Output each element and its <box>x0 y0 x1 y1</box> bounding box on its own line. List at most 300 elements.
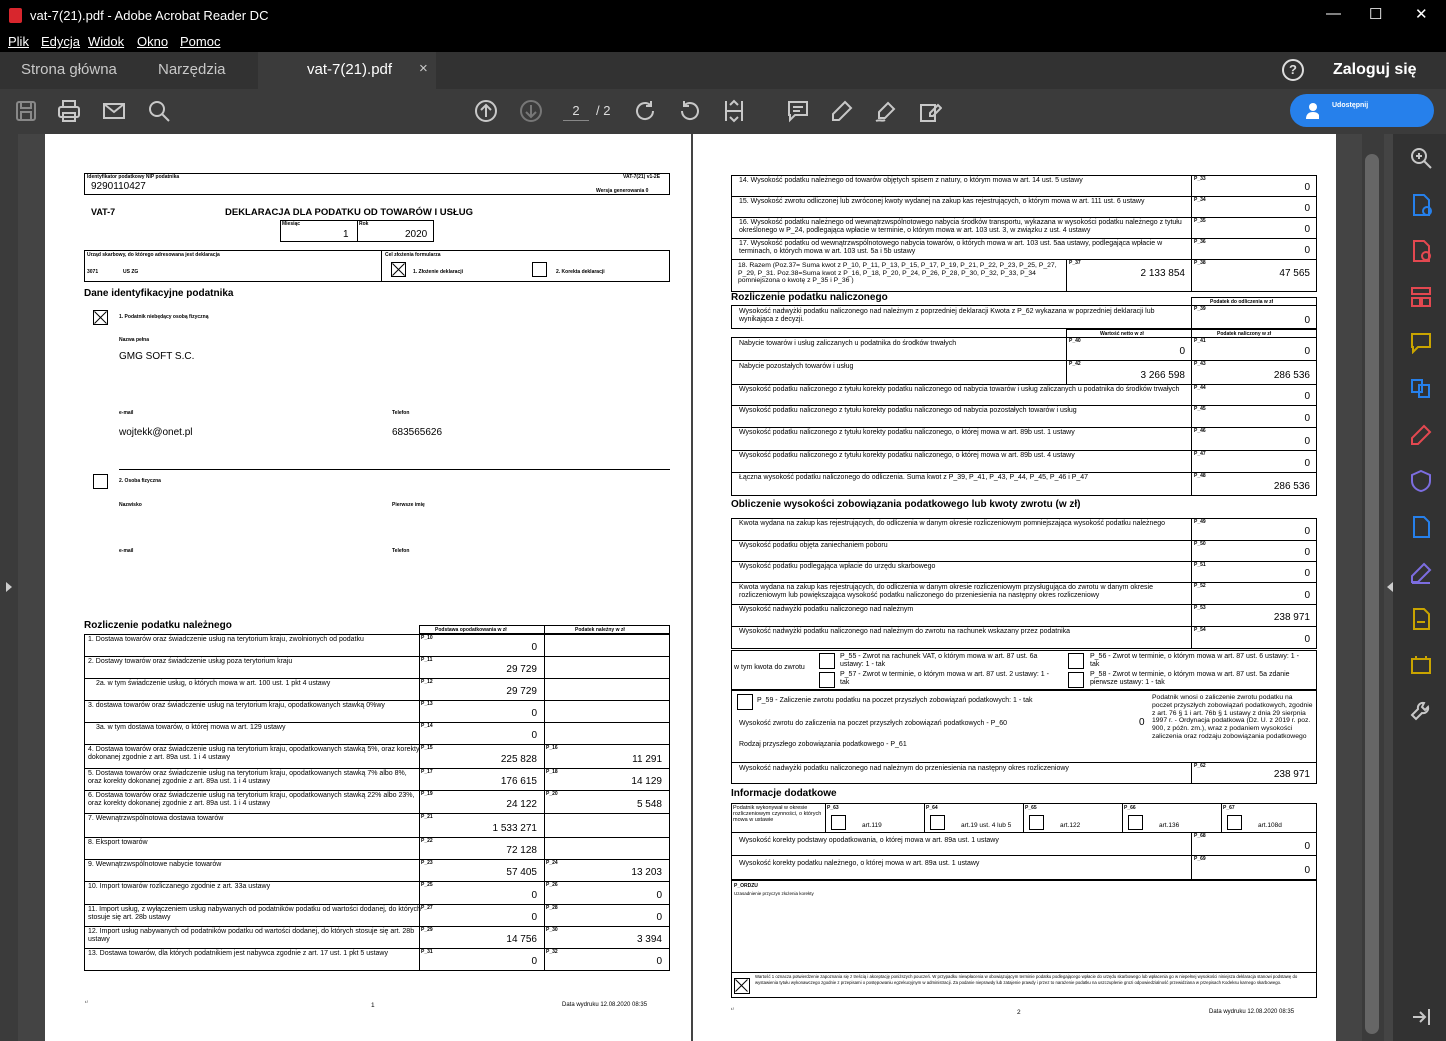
row-text: Wysokość podatku naliczonego z tytułu korekty podatku naliczonego, o której mowa w art. 89b ust. 1 ustawy <box>739 429 1075 436</box>
p60-label: Wysokość zwrotu do zaliczenia na poczet przyszłych zobowiązań podatkowych - P_60 <box>739 720 1008 727</box>
page-number: 2 <box>1017 1009 1021 1016</box>
divider <box>544 926 545 949</box>
vertical-scrollbar[interactable] <box>1362 134 1384 1041</box>
field-value: 0 <box>531 890 537 901</box>
field-code: P_14 <box>421 723 433 729</box>
field-value: 13 203 <box>631 867 662 878</box>
title-bar <box>0 0 1446 31</box>
row-text: 2a. w tym świadczenie usług, o których mowa w art. 100 ust. 1 pkt 4 ustawy <box>96 680 331 687</box>
section-additional-info: Informacje dodatkowe <box>731 788 837 799</box>
row-text: 15. Wysokość zwrotu odliczonej lub zwróconej kwoty wydanej na zakup kas rejestrujących, o którym mowa w art. 111 ust. 6 ustawy <box>739 198 1145 205</box>
divider <box>924 803 925 833</box>
row-text: 1. Dostawa towarów oraz świadczenie usług na terytorium kraju, zwolnionych od podatku <box>88 636 364 643</box>
maximize-button[interactable]: ☐ <box>1369 6 1383 23</box>
highlight-pen-icon[interactable] <box>830 99 854 123</box>
send-for-signature-icon[interactable] <box>1410 608 1432 630</box>
divider <box>544 790 545 814</box>
rotate-counterclockwise-icon[interactable] <box>678 99 702 123</box>
row-text: 11. Import usług, z wyłączeniem usług nabywanych od podatników podatku od wartości dodanej, do których stosuje się art. 28b ustawy <box>88 906 421 921</box>
divider <box>1191 582 1192 605</box>
info-label-4: art.108d <box>1258 822 1282 829</box>
create-pdf-icon[interactable] <box>1410 194 1432 216</box>
left-panel-toggle[interactable] <box>0 134 18 1041</box>
email-label: e-mail <box>119 410 134 416</box>
p57-label: P_57 - Zwrot w terminie, o którym mowa w art. 87 ust. 2 ustawy: 1 - tak <box>840 671 1049 686</box>
field-code: P_42 <box>1069 361 1081 367</box>
fill-and-sign-icon[interactable] <box>1410 562 1432 584</box>
surname-label: Nazwisko <box>119 502 142 508</box>
tab-document-label: vat-7(21).pdf <box>307 61 393 78</box>
field-value: 286 536 <box>1273 481 1310 492</box>
info-label-2: art.122 <box>1060 822 1081 829</box>
section-output-tax: Rozliczenie podatku należnego <box>84 620 232 631</box>
field-value: 0 <box>656 890 662 901</box>
field-code: P_34 <box>1194 197 1206 203</box>
field-value: 0 <box>531 956 537 967</box>
row-text: 3a. w tym dostawa towarów, o której mowa w art. 129 ustawy <box>96 724 286 731</box>
row-text: 4. Dostawa towarów oraz świadczenie usług na terytorium kraju, opodatkowanych stawką 5%, oraz korekty dokonanej zgodnie z art. 89a ust. 1 i 4 ustawy <box>88 746 420 761</box>
field-code: P_27 <box>421 905 433 911</box>
divider <box>1191 450 1192 473</box>
purpose-submit-checkbox[interactable] <box>391 262 406 277</box>
field-value: 47 565 <box>1279 268 1310 279</box>
field-value: 0 <box>1304 526 1310 537</box>
field-code: P_68 <box>1194 833 1206 839</box>
divider <box>1221 803 1222 833</box>
field-code: P_21 <box>421 814 433 820</box>
field-value: 72 128 <box>506 845 537 856</box>
info-checkbox-0[interactable] <box>831 815 846 830</box>
divider <box>544 948 545 971</box>
row-text: Wysokość korekty podstawy opodatkowania, o której mowa w art. 89a ust. 1 ustawy <box>739 837 999 844</box>
column-net-label: Wartość netto w zł <box>1100 331 1144 337</box>
row-text: 7. Wewnątrzwspólnotowa dostawa towarów <box>88 815 224 822</box>
firstname-label: Pierwsze imię <box>392 502 425 508</box>
row-text: Wysokość nadwyżki podatku naliczonego nad należnym do przeniesienia na następny okres rozliczeniowy <box>739 765 1069 772</box>
add-user-icon <box>1306 102 1324 120</box>
field-value: 57 405 <box>506 867 537 878</box>
divider <box>544 656 545 679</box>
panel-toggle-arrow-icon[interactable] <box>1387 582 1393 592</box>
expand-arrow-icon[interactable] <box>6 582 12 592</box>
section-calculation: Obliczenie wysokości zobowiązania podatkowego lub kwoty zwrotu (w zł) <box>731 499 1081 510</box>
protect-icon[interactable] <box>1410 470 1432 492</box>
info-label: Podatnik wykonywał w okresie rozliczeniowym czynności, o których mowa w ustawie <box>733 805 822 823</box>
p57-checkbox[interactable] <box>819 672 835 688</box>
divider <box>544 744 545 769</box>
field-value: 0 <box>531 912 537 923</box>
phone-label: Telefon <box>392 410 410 416</box>
divider <box>544 700 545 723</box>
field-code: P_53 <box>1194 605 1206 611</box>
divider <box>825 803 826 833</box>
field-value: 0 <box>1304 245 1310 256</box>
divider <box>1191 305 1192 329</box>
form-code: VAT-7 <box>91 207 116 217</box>
nip-value: 9290110427 <box>91 181 146 192</box>
info-label-3: art.136 <box>1159 822 1180 829</box>
field-value: 0 <box>1304 346 1310 357</box>
edit-pdf-icon[interactable] <box>1410 424 1432 446</box>
comment-tool-icon[interactable] <box>1410 332 1432 354</box>
field-value: 0 <box>1304 391 1310 402</box>
menu-edit[interactable]: Edycja <box>41 34 81 49</box>
window-title: vat-7(21).pdf - Adobe Acrobat Reader DC <box>30 8 269 23</box>
field-value: 0 <box>656 956 662 967</box>
pdf-page-1 <box>45 134 691 1041</box>
divider <box>544 837 545 860</box>
divider <box>1191 259 1192 292</box>
row-text: Nabycie towarów i usług zaliczanych u podatnika do środków trwałych <box>739 340 957 347</box>
field-code: P_22 <box>421 838 433 844</box>
month-label: Miesiąc <box>282 221 301 227</box>
row-text: 2. Dostawy towarów oraz świadczenie usług poza terytorium kraju <box>88 658 293 665</box>
divider <box>1191 518 1192 541</box>
row-text: Kwota wydana na zakup kas rejestrujących, do odliczenia w danym okresie rozliczeniowym pomniejszająca wysokość podatku należnego <box>739 520 1166 527</box>
field-code: P_18 <box>546 769 558 775</box>
share-label: Udostępnij <box>1332 102 1369 109</box>
zoom-icon[interactable] <box>1410 147 1432 169</box>
footnote-mark: ¹⁾ <box>85 1000 88 1006</box>
field-value: 0 <box>531 642 537 653</box>
share-button[interactable] <box>1290 94 1434 127</box>
divider <box>544 634 545 657</box>
login-link[interactable]: Zaloguj się <box>1333 61 1417 78</box>
divider <box>1023 803 1024 833</box>
divider <box>1191 561 1192 583</box>
field-code: P_32 <box>546 949 558 955</box>
physical-checkbox[interactable] <box>93 474 108 489</box>
field-value: 29 729 <box>506 664 537 675</box>
save-icon[interactable] <box>14 99 38 123</box>
field-code: P_67 <box>1223 805 1235 811</box>
field-code: P_63 <box>827 805 839 811</box>
divider <box>1191 217 1192 239</box>
field-code: P_54 <box>1194 627 1206 633</box>
print-date: Data wydruku 12.08.2020 08:35 <box>562 1002 648 1008</box>
print-date: Data wydruku 12.08.2020 08:35 <box>1209 1009 1295 1015</box>
column-input-label: Podatek naliczony w zł <box>1217 331 1272 337</box>
p56-checkbox[interactable] <box>1068 653 1084 669</box>
page-down-icon[interactable] <box>519 99 543 123</box>
field-code: P_37 <box>1069 260 1081 266</box>
purpose-correction-checkbox[interactable] <box>532 262 547 277</box>
divider <box>544 881 545 905</box>
field-code: P_30 <box>546 927 558 933</box>
menu-view[interactable]: Widok <box>88 34 125 49</box>
info-checkbox-2[interactable] <box>1029 815 1044 830</box>
field-code: P_47 <box>1194 451 1206 457</box>
fit-page-icon[interactable] <box>722 99 746 123</box>
column-tax-label: Podatek należny w zł <box>575 627 625 633</box>
field-value: 0 <box>531 730 537 741</box>
field-code: P_51 <box>1194 562 1206 568</box>
field-value: 0 <box>1304 315 1310 326</box>
divider <box>1191 405 1192 428</box>
field-code: P_43 <box>1194 361 1206 367</box>
divider <box>544 904 545 927</box>
tab-tools[interactable]: Narzędzia <box>158 61 226 78</box>
field-code: P_44 <box>1194 385 1206 391</box>
combine-files-icon[interactable] <box>1410 378 1432 400</box>
info-checkbox-4[interactable] <box>1227 815 1242 830</box>
row-text: Łączna wysokość podatku naliczonego do odliczenia. Suma kwot z P_39, P_41, P_43, P_44, P_45, P_46 i P_47 <box>739 474 1089 481</box>
p58-label: P_58 - Zwrot w terminie, o którym mowa w art. 87 ust. 5a zdanie pierwsze ustawy: 1 - tak <box>1090 671 1290 686</box>
field-code: P_29 <box>421 927 433 933</box>
field-code: P_33 <box>1194 176 1206 182</box>
section-input-tax: Rozliczenie podatku naliczonego <box>731 292 888 303</box>
ordzu-label: P_ORDZU <box>734 883 758 889</box>
purpose-label: Cel złożenia formularza <box>385 252 441 258</box>
help-icon[interactable]: ? <box>1282 59 1304 81</box>
minimize-button[interactable]: — <box>1326 5 1341 22</box>
version-generation: Wersja generowania 0 <box>596 188 649 194</box>
row-text: Wysokość korekty podatku należnego, o której mowa w art. 89a ust. 1 ustawy <box>739 860 980 867</box>
row-text: 17. Wysokość podatku od wewnątrzwspólnotowego nabycia towarów, o których mowa w art. 103 ust. 5aa ustawy, podlegająca wpłacie w terminach, o których mowa w art. 103 ust. 5a i 5b ustawy <box>739 240 1163 255</box>
field-value: 0 <box>1304 224 1310 235</box>
field-value: 225 828 <box>500 754 537 765</box>
field-code: P_45 <box>1194 406 1206 412</box>
divider <box>544 768 545 791</box>
field-value: 0 <box>1179 346 1185 357</box>
export-pdf-icon[interactable] <box>1410 240 1432 262</box>
certificates-icon[interactable] <box>1410 654 1432 676</box>
field-code: P_23 <box>421 860 433 866</box>
field-code: P_39 <box>1194 306 1206 312</box>
office-name: US ZG <box>123 269 139 275</box>
field-code: P_66 <box>1124 805 1136 811</box>
field-code: P_24 <box>546 860 558 866</box>
p61-label: Rodzaj przyszłego zobowiązania podatkowego - P_61 <box>739 741 907 748</box>
fill-sign-icon[interactable] <box>918 99 942 123</box>
field-code: P_69 <box>1194 856 1206 862</box>
row-text: Wysokość nadwyżki podatku naliczonego nad należnym do zwrotu na rachunek wskazany przez podatnika <box>739 628 1071 635</box>
purpose-submit-label: 1. Złożenie deklaracji <box>413 269 464 275</box>
column-base-label: Podstawa opodatkowania w zł <box>435 627 507 633</box>
print-icon[interactable] <box>57 99 81 123</box>
field-value: 0 <box>1304 865 1310 876</box>
statement-text: Wartość 1 oznacza potwierdzenie zapoznania się z treścią i akceptację poniższych pouczeń. W przypadku niewpłacenia w obowiązującym terminie podatku podlegającego wpłacie do urzędu skarbowego lub wpłacenia go w niepełnej wysokości niniejsza deklaracja stanowi podstawę do wystawienia tytułu wykonawczego zgodnie z przepisami o postępowaniu egzekucyjnym w administracji. Za podanie nieprawdy lub zatajenie prawdy i przez to narażenie podatku na uszczuplenie grozi odpowiedzialność przewidziana w przepisach Kodeksu karnego skarbowego. <box>755 974 1298 985</box>
row-text: Nabycie pozostałych towarów i usług <box>739 363 854 370</box>
field-code: P_28 <box>546 905 558 911</box>
menu-file[interactable]: Plik <box>8 34 29 49</box>
statement-checkbox[interactable] <box>734 978 750 994</box>
field-value: 0 <box>1304 413 1310 424</box>
collapse-panel-icon[interactable] <box>1410 1006 1432 1028</box>
field-value: 24 122 <box>506 799 537 810</box>
field-code: P_17 <box>421 769 433 775</box>
field-value: 5 548 <box>636 799 662 810</box>
purpose-correction-label: 2. Korekta deklaracji <box>556 269 605 275</box>
sign-icon[interactable] <box>874 99 898 123</box>
p60-value: 0 <box>1139 717 1145 728</box>
year-label: Rok <box>359 221 369 227</box>
field-code: P_64 <box>926 805 938 811</box>
divider <box>1191 238 1192 260</box>
row-text: 8. Eksport towarów <box>88 839 148 846</box>
field-code: P_50 <box>1194 541 1206 547</box>
field-code: P_16 <box>546 745 558 751</box>
row-text: Wysokość podatku naliczonego z tytułu korekty podatku naliczonego od nabycia pozostałych towarów i usług <box>739 407 1077 414</box>
search-icon[interactable] <box>147 99 171 123</box>
row-text: 9. Wewnątrzwspólnotowe nabycie towarów <box>88 861 222 868</box>
p56-label: P_56 - Zwrot w terminie, o którym mowa w art. 87 ust. 6 ustawy: 1 - tak <box>1090 653 1299 668</box>
field-value: 238 971 <box>1273 769 1310 780</box>
field-value: 11 291 <box>632 754 662 765</box>
office-label: Urząd skarbowy, do którego adresowana jest deklaracja <box>87 252 220 258</box>
divider <box>1191 604 1192 627</box>
column-deductible-label: Podatek do odliczenia w zł <box>1210 299 1274 305</box>
p55-checkbox[interactable] <box>819 653 835 669</box>
row-text: Wysokość nadwyżki podatku naliczonego nad należnym <box>739 606 914 613</box>
physical-label: 2. Osoba fizyczna <box>119 478 161 484</box>
row-text: Wysokość podatku podlegająca wpłacie do urzędu skarbowego <box>739 563 936 570</box>
pdf-app-icon <box>9 8 22 23</box>
field-code: P_52 <box>1194 583 1206 589</box>
info-checkbox-1[interactable] <box>930 815 945 830</box>
field-code: P_13 <box>421 701 433 707</box>
field-value: 14 756 <box>506 934 537 945</box>
field-code: P_10 <box>421 635 433 641</box>
tab-document[interactable] <box>258 52 436 89</box>
phone-value: 683565626 <box>392 427 443 438</box>
field-value: 0 <box>1304 547 1310 558</box>
field-code: P_48 <box>1194 473 1206 479</box>
divider <box>1122 803 1123 833</box>
divider <box>1191 196 1192 218</box>
row-text: 5. Dostawa towarów oraz świadczenie usług na terytorium kraju, opodatkowanych stawką 7% albo 8%, oraz korekty dokonanej zgodnie z art. 89a ust. 1 i 4 ustawy <box>88 770 407 785</box>
divider <box>544 722 545 745</box>
field-value: 0 <box>656 912 662 923</box>
row-text: Wysokość podatku objęta zaniechaniem poboru <box>739 542 888 549</box>
nip-label: Identyfikator podatkowy NIP podatnika <box>87 174 180 180</box>
page-number-input[interactable]: 2 <box>563 101 589 121</box>
rotate-clockwise-icon[interactable] <box>633 99 657 123</box>
footnote-mark: ¹⁾ <box>731 1007 734 1013</box>
row-text: 14. Wysokość podatku należnego od towarów objętych spisem z natury, o którym mowa w art. 14 ust. 5 ustawy <box>739 177 1083 184</box>
field-value: 0 <box>531 708 537 719</box>
more-tools-icon[interactable] <box>1410 700 1432 722</box>
info-label-0: art.119 <box>862 822 882 829</box>
field-code: P_65 <box>1025 805 1037 811</box>
row-text: Wysokość podatku naliczonego z tytułu korekty podatku naliczonego, o której mowa w art. 89b ust. 4 ustawy <box>739 452 1075 459</box>
info-label-1: art.19 ust. 4 lub 5 <box>961 822 1012 829</box>
field-value: 3 394 <box>636 934 662 945</box>
email-icon[interactable] <box>102 99 126 123</box>
divider <box>1191 427 1192 451</box>
field-code: P_46 <box>1194 428 1206 434</box>
declaration-title: DEKLARACJA DLA PODATKU OD TOWARÓW I USŁUG <box>225 207 474 218</box>
divider <box>544 678 545 701</box>
pdf-page-2 <box>693 134 1336 1041</box>
field-code: P_40 <box>1069 338 1081 344</box>
field-code: P_19 <box>421 791 433 797</box>
divider <box>1191 472 1192 496</box>
field-value: 29 729 <box>506 686 537 697</box>
section-identification: Dane identyfikacyjne podatnika <box>84 288 234 299</box>
tab-home[interactable]: Strona główna <box>21 61 117 78</box>
close-button[interactable]: ✕ <box>1415 6 1428 23</box>
field-code: P_12 <box>421 679 433 685</box>
divider <box>1191 175 1192 197</box>
page-up-icon[interactable] <box>474 99 498 123</box>
nonphysical-label: 1. Podatnik niebędący osobą fizyczną <box>119 314 209 320</box>
field-code: P_38 <box>1194 260 1206 266</box>
info-checkbox-3[interactable] <box>1128 815 1143 830</box>
field-value: 176 615 <box>500 776 537 787</box>
phone-label-2: Telefon <box>392 548 410 554</box>
toolbar <box>0 89 1446 134</box>
scrollbar-thumb[interactable] <box>1365 154 1379 1034</box>
menu-help[interactable]: Pomoc <box>180 34 221 49</box>
scan-icon[interactable] <box>1410 516 1432 538</box>
p59-label: P_59 - Zaliczenie zwrotu podatku na poczet przyszłych zobowiązań podatkowych: 1 - tak <box>757 697 1033 704</box>
field-code: P_49 <box>1194 519 1206 525</box>
field-code: P_26 <box>546 882 558 888</box>
field-value: 0 <box>1304 458 1310 469</box>
divider <box>544 859 545 882</box>
row-text: 6. Dostawa towarów oraz świadczenie usług na terytorium kraju, opodatkowanych stawką 22% albo 23%, oraz korekty dokonanej zgodnie z art. 89a ust. 1 i 4 ustawy <box>88 792 415 807</box>
email-label-2: e-mail <box>119 548 134 554</box>
refund-label: w tym kwota do zwrotu <box>734 664 805 671</box>
field-value: 2 133 854 <box>1140 268 1185 279</box>
p59-note: Podatnik wnosi o zaliczenie zwrotu podatku na poczet przyszłych zobowiązań podatkowych, zgodnie z art. 76 § 1 i art. 76b § 1 ustawy z dnia 29 sierpnia 1997 r. - Ordynacja podatkowa (Dz. U. z 2019 r. poz. 900, z późn. zm.), wraz z podaniem wysokości zaliczenia oraz rodzaju zobowiązania podatkowego <box>1152 694 1313 740</box>
organize-pages-icon[interactable] <box>1410 286 1432 308</box>
p59-checkbox[interactable] <box>737 694 753 710</box>
fullname-value: GMG SOFT S.C. <box>119 351 195 362</box>
ordzu-sublabel: Uzasadnienie przyczyn złożenia korekty <box>734 891 814 896</box>
row-text: 12. Import usług nabywanych od podatników podatku od wartości dodanej, do których stosuje się art. 28b ustawy <box>88 928 415 943</box>
p58-checkbox[interactable] <box>1068 672 1084 688</box>
field-value: 0 <box>1304 203 1310 214</box>
fullname-label: Nazwa pełna <box>119 337 150 343</box>
field-code: P_36 <box>1194 239 1206 245</box>
field-value: 14 129 <box>631 776 662 787</box>
comment-icon[interactable] <box>786 99 810 123</box>
row-18-text: 18. Razem (Poz.37= Suma kwot z P_10, P_11, P_13, P_15, P_17, P_19, P_21, P_22, P_23, P_25, P_27, P_29, P_31. Poz.38=Suma kwot z P_16, P_18, P_20, P_24, P_26, P_28, P_30, P_32, P_33, P_34 pomniejszona o kwotę z P_35 i P_36 ) <box>738 262 1057 284</box>
field-value: 0 <box>1304 182 1310 193</box>
form-version: VAT-7(21) v1-2E <box>623 174 661 180</box>
p55-label: P_55 - Zwrot na rachunek VAT, o którym mowa w art. 87 ust. 6a ustawy: 1 - tak <box>840 653 1038 668</box>
field-code: P_41 <box>1194 338 1206 344</box>
divider <box>381 250 382 282</box>
row-text: Kwota wydana na zakup kas rejestrujących, do odliczenia w danym okresie rozliczeniowym przysługująca do zwrotu w danym okresie rozliczeniowym lub powiększająca wysokość podatku naliczonego do przeniesienia na następny okres rozliczeniowy <box>739 584 1153 599</box>
field-value: 0 <box>1304 634 1310 645</box>
field-code: P_35 <box>1194 218 1206 224</box>
tab-close-icon[interactable]: × <box>419 60 428 77</box>
tools-panel <box>1393 134 1446 1041</box>
month-value: 1 <box>343 229 349 240</box>
nonphysical-checkbox[interactable] <box>93 310 108 325</box>
row-text: 3. dostawa towarów oraz świadczenie usług na terytorium kraju, opodatkowanych stawką 0%wy <box>88 702 385 709</box>
page-total: / 2 <box>596 103 611 118</box>
field-value: 1 533 271 <box>492 823 537 834</box>
page-number: 1 <box>371 1002 375 1009</box>
field-value: 0 <box>1304 590 1310 601</box>
field-code: P_11 <box>421 657 433 663</box>
row-text: 10. Import towarów rozliczanego zgodnie z art. 33a ustawy <box>88 883 271 890</box>
field-code: P_20 <box>546 791 558 797</box>
field-value: 0 <box>1304 436 1310 447</box>
divider <box>1191 540 1192 562</box>
field-code: P_62 <box>1194 763 1206 769</box>
divider <box>1066 259 1067 292</box>
row-text: 16. Wysokość podatku należnego od wewnątrzwspólnotowego nabycia środków transportu, wykazana w wysokości podatku należnego z tytułu określonego w P_24, podlegająca wpłacie w terminie, o którym mowa w art. 103 ust. 3, w związku z ust. 4 ustawy <box>739 219 1182 234</box>
menu-window[interactable]: Okno <box>137 34 169 49</box>
divider <box>544 813 545 838</box>
email-value: wojtekk@onet.pl <box>119 427 193 438</box>
divider <box>1191 626 1192 649</box>
